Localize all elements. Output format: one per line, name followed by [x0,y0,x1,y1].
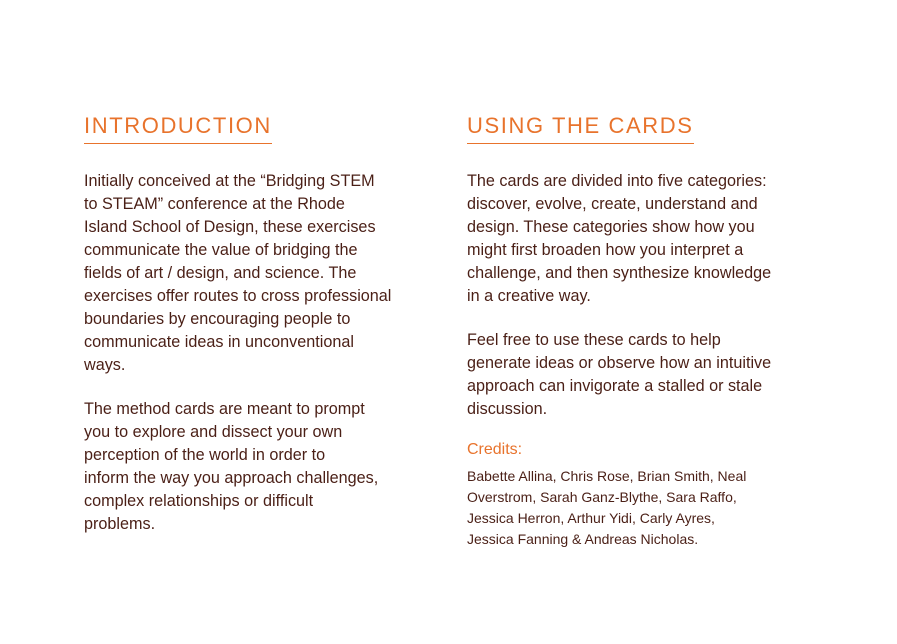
introduction-paragraph-1: Initially conceived at the “Bridging STEM to STEAM” conference at the Rhode Island School of Design, these exercises communicate the value of bridging the fields of art / design, and science. The exercises offer routes to cross professional boundaries by encouraging people to communicate ideas in unconventional ways. [84,172,392,374]
introduction-heading: INTRODUCTION [84,113,272,144]
using-cards-paragraph-2: Feel free to use these cards to help generate ideas or observe how an intuitive approach can invigorate a stalled or stale discussion. [467,331,772,418]
credits-title: Credits: [467,441,523,458]
introduction-paragraph-2: The method cards are meant to prompt you to explore and dissect your own perception of the world in order to inform the way you approach challenges, complex relationships or difficult problems. [84,400,379,533]
using-cards-section [467,113,817,550]
introduction-section [84,113,424,536]
using-cards-heading: USING THE CARDS [467,113,694,144]
credits-list: Babette Allina, Chris Rose, Brian Smith, Neal Overstrom, Sarah Ganz-Blythe, Sara Raffo, Jessica Herron, Arthur Yidi, Carly Ayres, Jessica Fanning & Andreas Nicholas. [467,468,747,547]
using-cards-paragraph-1: The cards are divided into five categories: discover, evolve, create, understand and design. These categories show how you might first broaden how you interpret a challenge, and then synthesize knowledge in a creative way. [467,172,772,305]
